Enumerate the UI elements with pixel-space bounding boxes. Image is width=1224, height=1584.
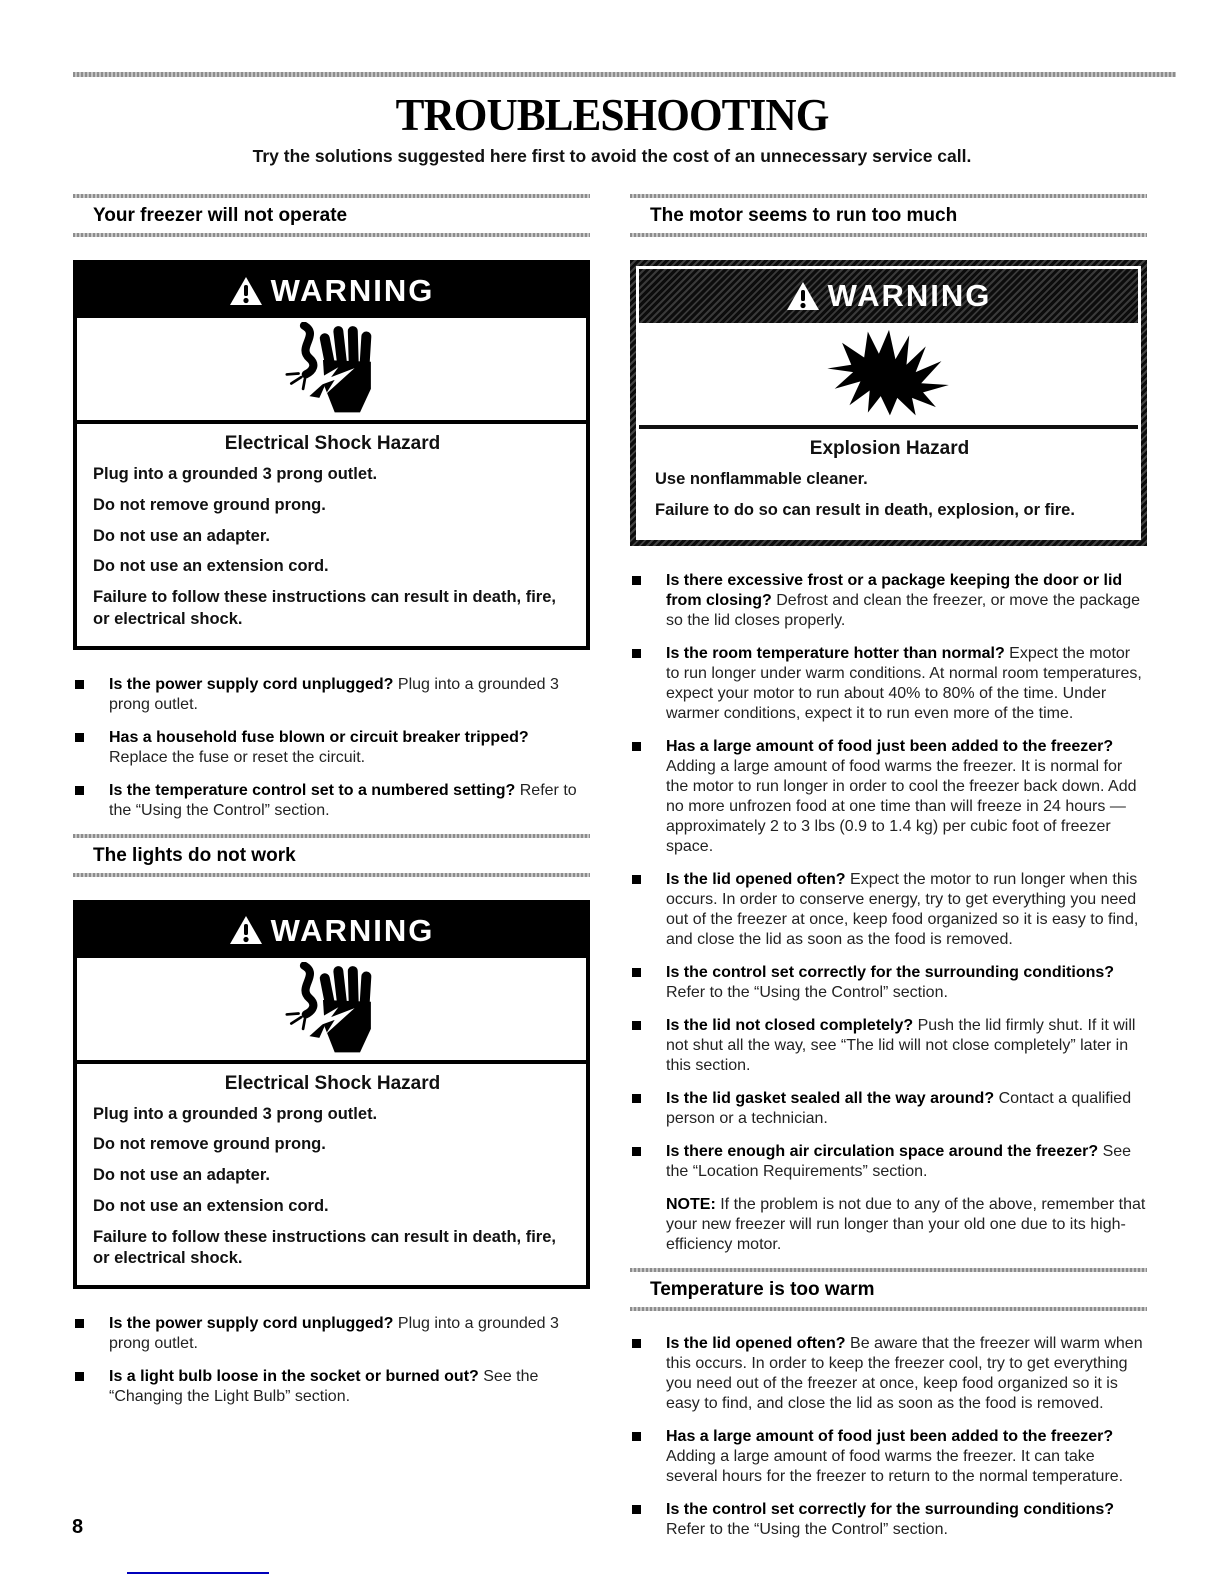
- square-bullet-icon: [632, 1147, 641, 1156]
- hazard-title: Electrical Shock Hazard: [224, 1072, 441, 1094]
- section-heading-motor: [630, 194, 1147, 237]
- warning-header: [77, 264, 586, 318]
- square-bullet-icon: [75, 680, 84, 689]
- top-divider: [73, 72, 1176, 77]
- square-bullet-icon: [632, 576, 641, 585]
- list-item: [630, 870, 1147, 950]
- warning-line: Do not remove ground prong.: [93, 495, 326, 514]
- answer-text: Defrost and clean the freezer, or move the package so the lid closes properly.: [666, 591, 1140, 629]
- list-item: [630, 1016, 1147, 1076]
- right-column: [630, 194, 1147, 1553]
- square-bullet-icon: [632, 1339, 641, 1348]
- answer-text: Replace the fuse or reset the circuit.: [109, 748, 366, 766]
- troubleshooting-list: [73, 1314, 590, 1407]
- two-column-layout: [73, 194, 1147, 1553]
- warning-label: WARNING: [270, 912, 435, 948]
- square-bullet-icon: [632, 1505, 641, 1514]
- section-heading-text: The motor seems to run too much: [650, 205, 958, 226]
- answer-text: See the “Location Requirements” section.: [666, 1142, 1132, 1180]
- question-text: Is the room temperature hotter than normal?: [666, 644, 1005, 662]
- list-item: [73, 1367, 590, 1407]
- list-item: [630, 963, 1147, 1003]
- question-text: Is the lid opened often?: [666, 870, 846, 888]
- answer-text: Refer to the “Using the Control” section.: [666, 983, 948, 1001]
- list-item: [73, 675, 590, 715]
- note-text: If the problem is not due to any of the above, remember that your new freezer will run longer than your old one due to its high-efficiency motor.: [666, 1195, 1146, 1253]
- square-bullet-icon: [632, 742, 641, 751]
- hazard-icon-area: [639, 323, 1138, 429]
- square-bullet-icon: [75, 786, 84, 795]
- list-item: [630, 1334, 1147, 1414]
- warning-line: Use nonflammable cleaner.: [655, 470, 868, 488]
- list-item: [630, 571, 1147, 631]
- warning-line: Failure to do so can result in death, explosion, or fire.: [655, 500, 1075, 519]
- answer-text: Refer to the “Using the Control” section.: [109, 781, 577, 819]
- section-heading-text: Temperature is too warm: [650, 1278, 875, 1300]
- answer-text: Be aware that the freezer will warm when this occurs. In order to keep the freezer cool, try to get everything you need out of the freezer at once, keep food organized so it is easy to find, and close the lid as soon as the food is removed.: [666, 1334, 1143, 1412]
- note-paragraph: [666, 1195, 1147, 1255]
- answer-text: See the “Changing the Light Bulb” section.: [109, 1368, 539, 1406]
- page-subtitle: Try the solutions suggested here first to avoid the cost of an unnecessary service call.: [252, 146, 972, 166]
- question-text: Is the temperature control set to a numbered setting?: [109, 781, 516, 799]
- list-item: [73, 728, 590, 768]
- section-heading-lights: [73, 834, 590, 877]
- warning-header: [639, 269, 1138, 323]
- warning-line: Failure to follow these instructions can result in death, fire, or electrical shock.: [93, 588, 556, 628]
- list-item: [630, 1427, 1147, 1487]
- warning-line: Do not use an adapter.: [93, 1166, 270, 1185]
- warning-box-electrical-1: [73, 260, 590, 650]
- answer-text: Refer to the “Using the Control” section.: [666, 1520, 948, 1538]
- question-text: Is the power supply cord unplugged?: [109, 1315, 394, 1333]
- square-bullet-icon: [632, 1094, 641, 1103]
- section-heading-text: The lights do not work: [93, 844, 296, 866]
- left-column: [73, 194, 590, 1553]
- answer-text: Expect the motor to run longer under warm conditions. At normal room temperatures, expect your motor to run about 40% to 80% of the time. Under warmer conditions, expect it to run even more of the time.: [666, 644, 1142, 722]
- page-title: TROUBLESHOOTING: [395, 89, 829, 140]
- list-item: [630, 737, 1147, 857]
- square-bullet-icon: [632, 968, 641, 977]
- hazard-title: Electrical Shock Hazard: [224, 433, 441, 454]
- warning-triangle-icon: [786, 281, 820, 312]
- question-text: Is the lid gasket sealed all the way around?: [666, 1089, 995, 1107]
- warning-header: [77, 904, 586, 958]
- question-text: Is the control set correctly for the surrounding conditions?: [666, 963, 1115, 981]
- warning-label: WARNING: [270, 273, 435, 308]
- question-text: Is the control set correctly for the surrounding conditions?: [666, 1500, 1115, 1518]
- heading-rule: [630, 1307, 1147, 1311]
- explosion-icon: [819, 328, 959, 420]
- warning-triangle-icon: [229, 915, 263, 946]
- troubleshooting-list: [630, 571, 1147, 1255]
- answer-text: Push the lid firmly shut. If it will not shut all the way, see “The lid will not close completely” later in this section.: [666, 1016, 1136, 1074]
- warning-line: Do not use an adapter.: [93, 526, 270, 545]
- section-heading-temperature: [630, 1268, 1147, 1311]
- square-bullet-icon: [75, 1372, 84, 1381]
- question-text: Has a household fuse blown or circuit breaker tripped?: [109, 728, 529, 746]
- hazard-title: Explosion Hazard: [809, 438, 970, 459]
- warning-triangle-icon: [229, 276, 263, 307]
- list-item: [630, 1142, 1147, 1182]
- question-text: Has a large amount of food just been added to the freezer?: [666, 737, 1114, 755]
- answer-text: Plug into a grounded 3 prong outlet.: [109, 1315, 559, 1353]
- section-heading-freezer-not-operate: [73, 194, 590, 237]
- square-bullet-icon: [632, 649, 641, 658]
- list-item: [630, 644, 1147, 724]
- answer-text: Contact a qualified person or a technician.: [666, 1089, 1132, 1127]
- warning-line: Plug into a grounded 3 prong outlet.: [93, 465, 378, 483]
- question-text: Is the lid not closed completely?: [666, 1016, 914, 1034]
- question-text: Is a light bulb loose in the socket or burned out?: [109, 1368, 479, 1386]
- warning-line: Plug into a grounded 3 prong outlet.: [93, 1104, 378, 1123]
- answer-text: Expect the motor to run longer when this occurs. In order to conserve energy, try to get everything you need out of the freezer at once, keep food organized so it is easy to find, and close the lid as soon as the food is removed.: [666, 870, 1139, 948]
- list-item: [73, 781, 590, 821]
- question-text: Is the power supply cord unplugged?: [109, 675, 394, 693]
- question-text: Is there enough air circulation space around the freezer?: [666, 1142, 1099, 1160]
- square-bullet-icon: [632, 1021, 641, 1030]
- square-bullet-icon: [75, 733, 84, 742]
- question-text: Is there excessive frost or a package keeping the door or lid from closing?: [666, 571, 1123, 609]
- square-bullet-icon: [632, 875, 641, 884]
- question-text: Has a large amount of food just been added to the freezer?: [666, 1427, 1114, 1445]
- note-label: NOTE:: [666, 1195, 716, 1213]
- answer-text: Adding a large amount of food warms the freezer. It is normal for the motor to run longer in order to cool the freezer back down. Add no more unfrozen food at one time than will freeze in 24 hours — approximately 2 to 3 lbs (0.9 to 1.4 kg) per cubic foot of freezer space.: [666, 757, 1137, 855]
- troubleshooting-list: [630, 1334, 1147, 1540]
- list-item: [630, 1089, 1147, 1129]
- question-text: Is the lid opened often?: [666, 1334, 846, 1352]
- footer-link-line: [127, 1572, 269, 1574]
- hazard-icon-area: [77, 318, 586, 424]
- troubleshooting-list: [73, 675, 590, 821]
- list-item: [630, 1500, 1147, 1540]
- heading-rule: [73, 233, 590, 237]
- square-bullet-icon: [632, 1432, 641, 1441]
- answer-text: Adding a large amount of food warms the freezer. It can take several hours for the freezer to return to the normal temperature.: [666, 1447, 1124, 1485]
- warning-line: Do not remove ground prong.: [93, 1135, 326, 1154]
- electrical-shock-icon: [269, 322, 395, 416]
- warning-box-electrical-2: [73, 900, 590, 1290]
- heading-rule: [630, 233, 1147, 237]
- answer-text: Plug into a grounded 3 prong outlet.: [109, 675, 559, 713]
- warning-line: Do not use an extension cord.: [93, 557, 329, 576]
- electrical-shock-icon: [269, 962, 395, 1056]
- warning-body: [77, 1064, 586, 1286]
- hazard-icon-area: [77, 958, 586, 1064]
- list-item: [73, 1314, 590, 1354]
- warning-body: [77, 424, 586, 646]
- warning-line: Do not use an extension cord.: [93, 1196, 329, 1215]
- page-number: 8: [72, 1516, 84, 1538]
- warning-body: [639, 429, 1138, 537]
- square-bullet-icon: [75, 1319, 84, 1328]
- warning-label: WARNING: [827, 278, 992, 313]
- warning-box-explosion: [636, 266, 1141, 540]
- heading-rule: [73, 873, 590, 877]
- section-heading-text: Your freezer will not operate: [93, 205, 348, 226]
- warning-line: Failure to follow these instructions can result in death, fire, or electrical shock.: [93, 1227, 556, 1268]
- warning-box-explosion-frame: [630, 260, 1147, 546]
